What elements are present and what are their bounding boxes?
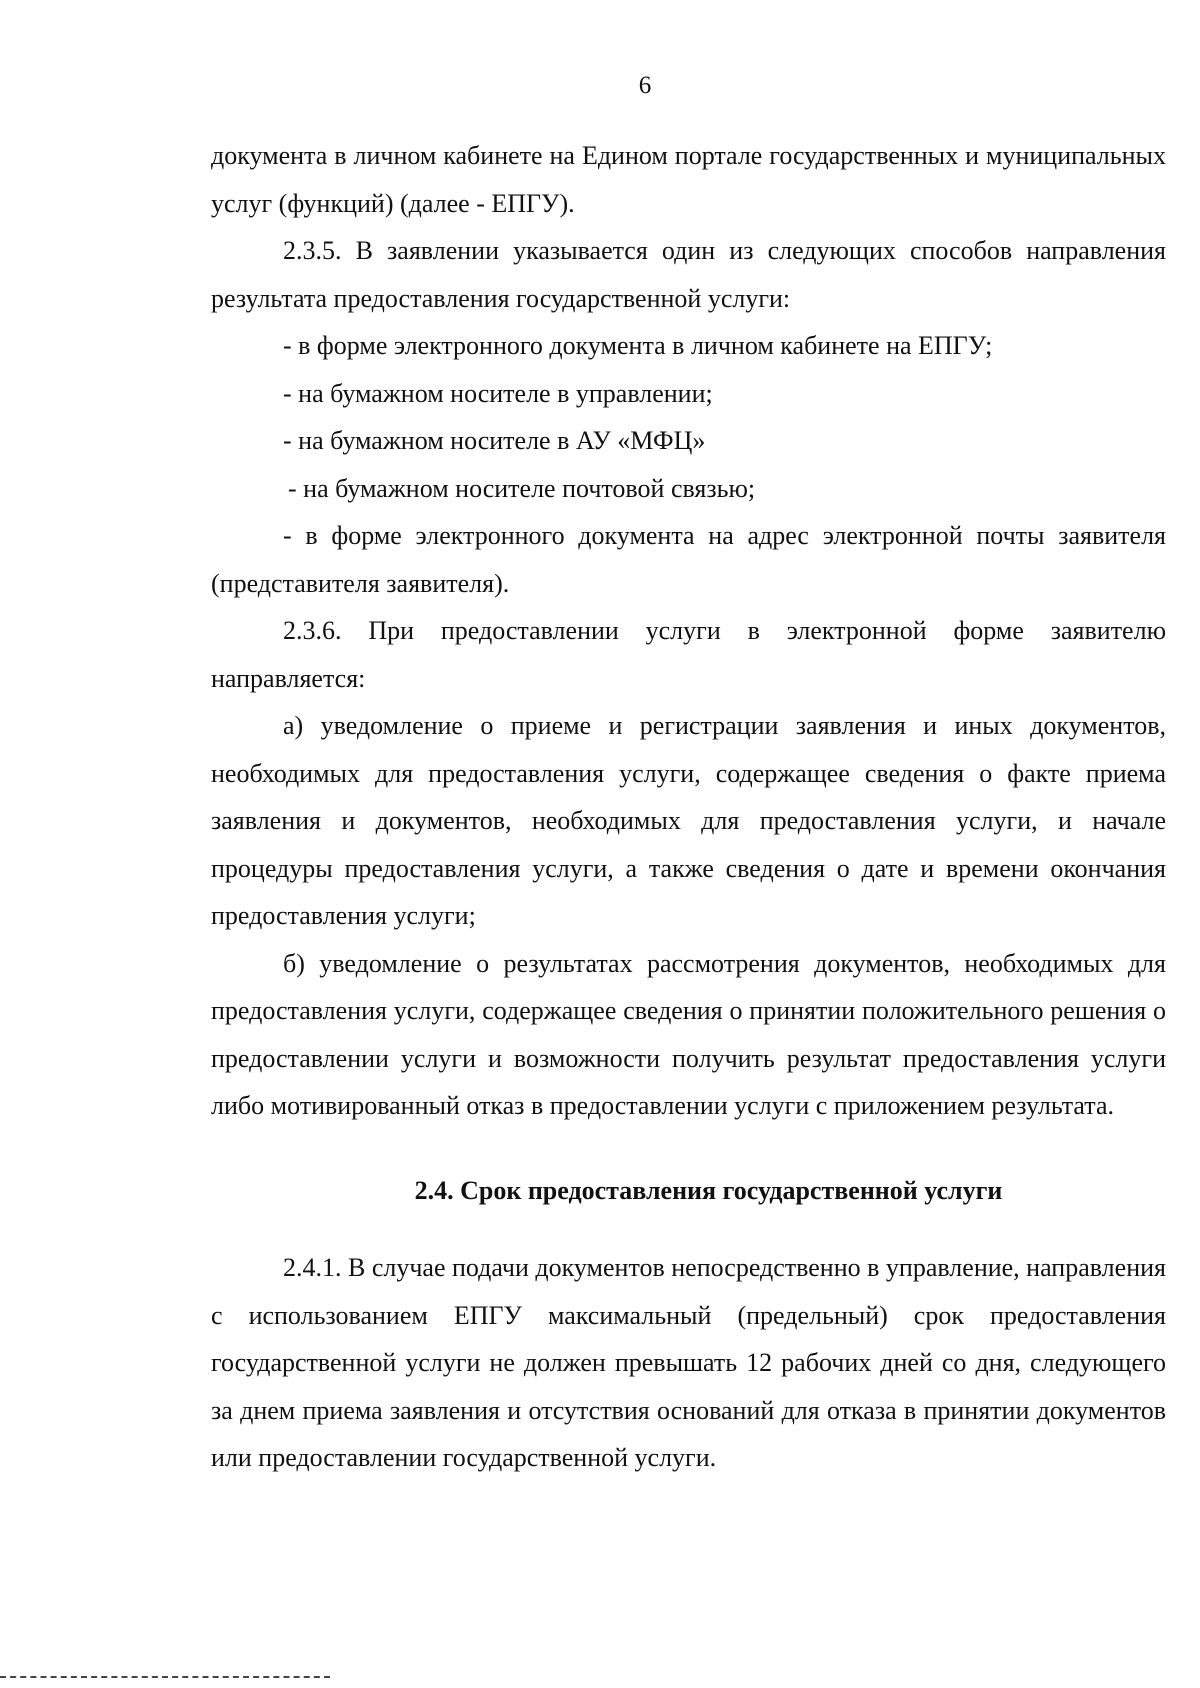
paragraph-2-3-5: 2.3.5. В заявлении указывается один из следующих способов направления результата предоставления государственной услуги: [211,236,1166,313]
paragraph-2-3-6: 2.3.6. При предоставлении услуги в электронной форме заявителю направляется: [211,616,1166,693]
list-item-epgu: - в форме электронного документа в личном кабинете на ЕПГУ; [283,331,993,360]
list-item-email: - в форме электронного документа на адрес электронной почты заявителя (представителя заявителя). [211,521,1166,598]
section-heading-2-4: 2.4. Срок предоставления государственной услуги [414,1175,1003,1205]
bottom-divider [0,1676,330,1678]
paragraph-item-a: а) уведомление о приеме и регистрации заявления и иных документов, необходимых для предоставления услуги, содержащее сведения о факте приема заявления и документов, необходимых для предоставления услуги, и начале процедуры предоставления услуги, а также сведения о дате и времени окончания предоставления услуги; [211,711,1166,930]
page-number: 6 [638,72,652,99]
document-body [211,132,1166,1482]
list-item-paper-mfc: - на бумажном носителе в АУ «МФЦ» [283,426,706,455]
paragraph-2-4-1: 2.4.1. В случае подачи документов непосредственно в управление, направления с использованием ЕПГУ максимальный (предельный) срок предоставления государственной услуги не должен превышать 12 рабочих дней со дня, следующего за днем приема заявления и отсутствия оснований для отказа в принятии документов или предоставлении государственной услуги. [211,1253,1166,1472]
list-item-paper-post: - на бумажном носителе почтовой связью; [288,473,756,503]
list-item-paper-department: - на бумажном носителе в управлении; [283,378,713,408]
paragraph-continuation: документа в личном кабинете на Едином портале государственных и муниципальных услуг (функций) (далее - ЕПГУ). [211,141,1166,218]
paragraph-item-b: б) уведомление о результатах рассмотрения документов, необходимых для предоставления услуги, содержащее сведения о принятии положительного решения о предоставлении услуги и возможности получить результат предоставления услуги либо мотивированный отказ в предоставлении услуги с приложением результата. [211,948,1166,1120]
